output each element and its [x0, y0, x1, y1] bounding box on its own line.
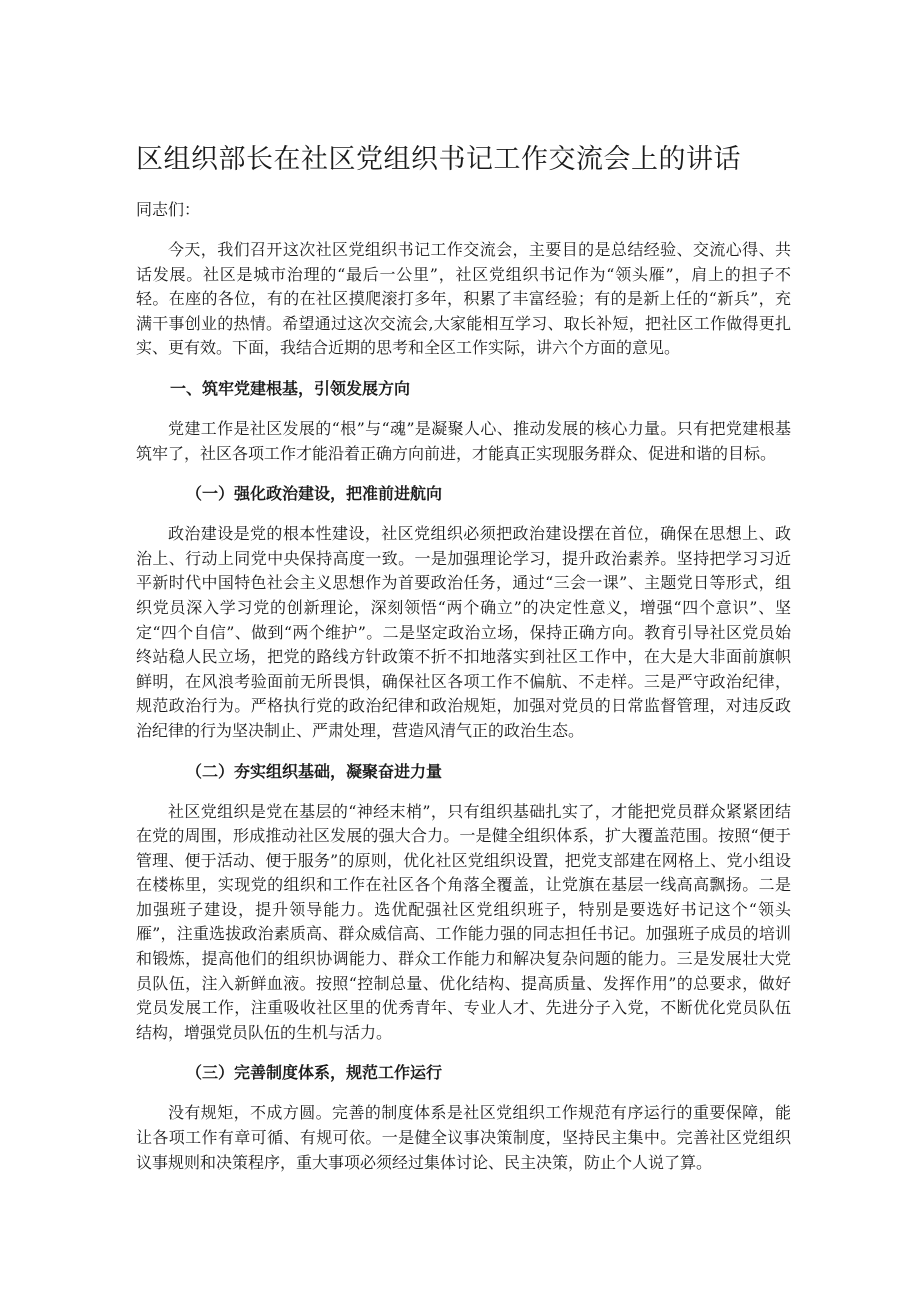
intro-paragraph: 今天，我们召开这次社区党组织书记工作交流会，主要目的是总结经验、交流心得、共话发展。社区是城市治理的“最后一公里”，社区党组织书记作为“领头雁”，肩上的担子不轻。在座的各位，有的在社区摸爬滚打多年，积累了丰富经验；有的是新上任的“新兵”，充满干事创业的热情。希望通过这次交流会,大家能相互学习、取长补短，把社区工作做得更扎实、更有效。下面，我结合近期的思考和全区工作实际，讲六个方面的意见。: [136, 240, 791, 358]
subsection-paragraph-3: 没有规矩，不成方圆。完善的制度体系是社区党组织工作规范有序运行的重要保障，能让各项工作有章可循、有规可依。一是健全议事决策制度，坚持民主集中。完善社区党组织议事规则和决策程序，重大事项必须经过集体讨论、民主决策，防止个人说了算。: [136, 1103, 791, 1172]
salutation: 同志们：: [136, 200, 201, 219]
document-page: [136, 140, 791, 1191]
subsection-heading-1: （一）强化政治建设，把准前进航向: [186, 484, 443, 504]
document-title: 区组织部长在社区党组织书记工作交流会上的讲话: [136, 144, 741, 175]
subsection-paragraph-2: 社区党组织是党在基层的“神经末梢”，只有组织基础扎实了，才能把党员群众紧紧团结在党的周围，形成推动社区发展的强大合力。一是健全组织体系，扩大覆盖范围。按照“便于管理、便于活动、便于服务”的原则，优化社区党组织设置，把党支部建在网格上、党小组设在楼栋里，实现党的组织和工作在社区各个角落全覆盖，让党旗在基层一线高高飘扬。二是加强班子建设，提升领导能力。选优配强社区党组织班子，特别是要选好书记这个“领头雁”，注重选拔政治素质高、群众威信高、工作能力强的同志担任书记。加强班子成员的培训和锻炼，提高他们的组织协调能力、群众工作能力和解决复杂问题的能力。三是发展壮大党员队伍，注入新鲜血液。按照“控制总量、优化结构、提高质量、发挥作用”的总要求，做好党员发展工作，注重吸收社区里的优秀青年、专业人才、先进分子入党，不断优化党员队伍结构，增强党员队伍的生机与活力。: [136, 801, 791, 1042]
subsection-heading-2: （二）夯实组织基础，凝聚奋进力量: [186, 761, 443, 781]
section-paragraph-1: 党建工作是社区发展的“根”与“魂”是凝聚人心、推动发展的核心力量。只有把党建根基筑牢了，社区各项工作才能沿着正确方向前进，才能真正实现服务群众、促进和谐的目标。: [136, 418, 791, 463]
subsection-heading-3: （三）完善制度体系，规范工作运行: [186, 1063, 443, 1083]
section-heading-1: 一、筑牢党建根基，引领发展方向: [170, 378, 411, 398]
subsection-paragraph-1: 政治建设是党的根本性建设，社区党组织必须把政治建设摆在首位，确保在思想上、政治上、行动上同党中央保持高度一致。一是加强理论学习，提升政治素养。坚持把学习习近平新时代中国特色社会主义思想作为首要政治任务，通过“三会一课”、主题党日等形式，组织党员深入学习党的创新理论，深刻领悟“两个确立”的决定性意义，增强“四个意识”、坚定“四个自信”、做到“两个维护”。二是坚定政治立场，保持正确方向。教育引导社区党员始终站稳人民立场，把党的路线方针政策不折不扣地落实到社区工作中，在大是大非面前旗帜鲜明，在风浪考验面前无所畏惧，确保社区各项工作不偏航、不走样。三是严守政治纪律，规范政治行为。严格执行党的政治纪律和政治规矩，加强对党员的日常监督管理，对违反政治纪律的行为坚决制止、严肃处理，营造风清气正的政治生态。: [136, 524, 791, 740]
